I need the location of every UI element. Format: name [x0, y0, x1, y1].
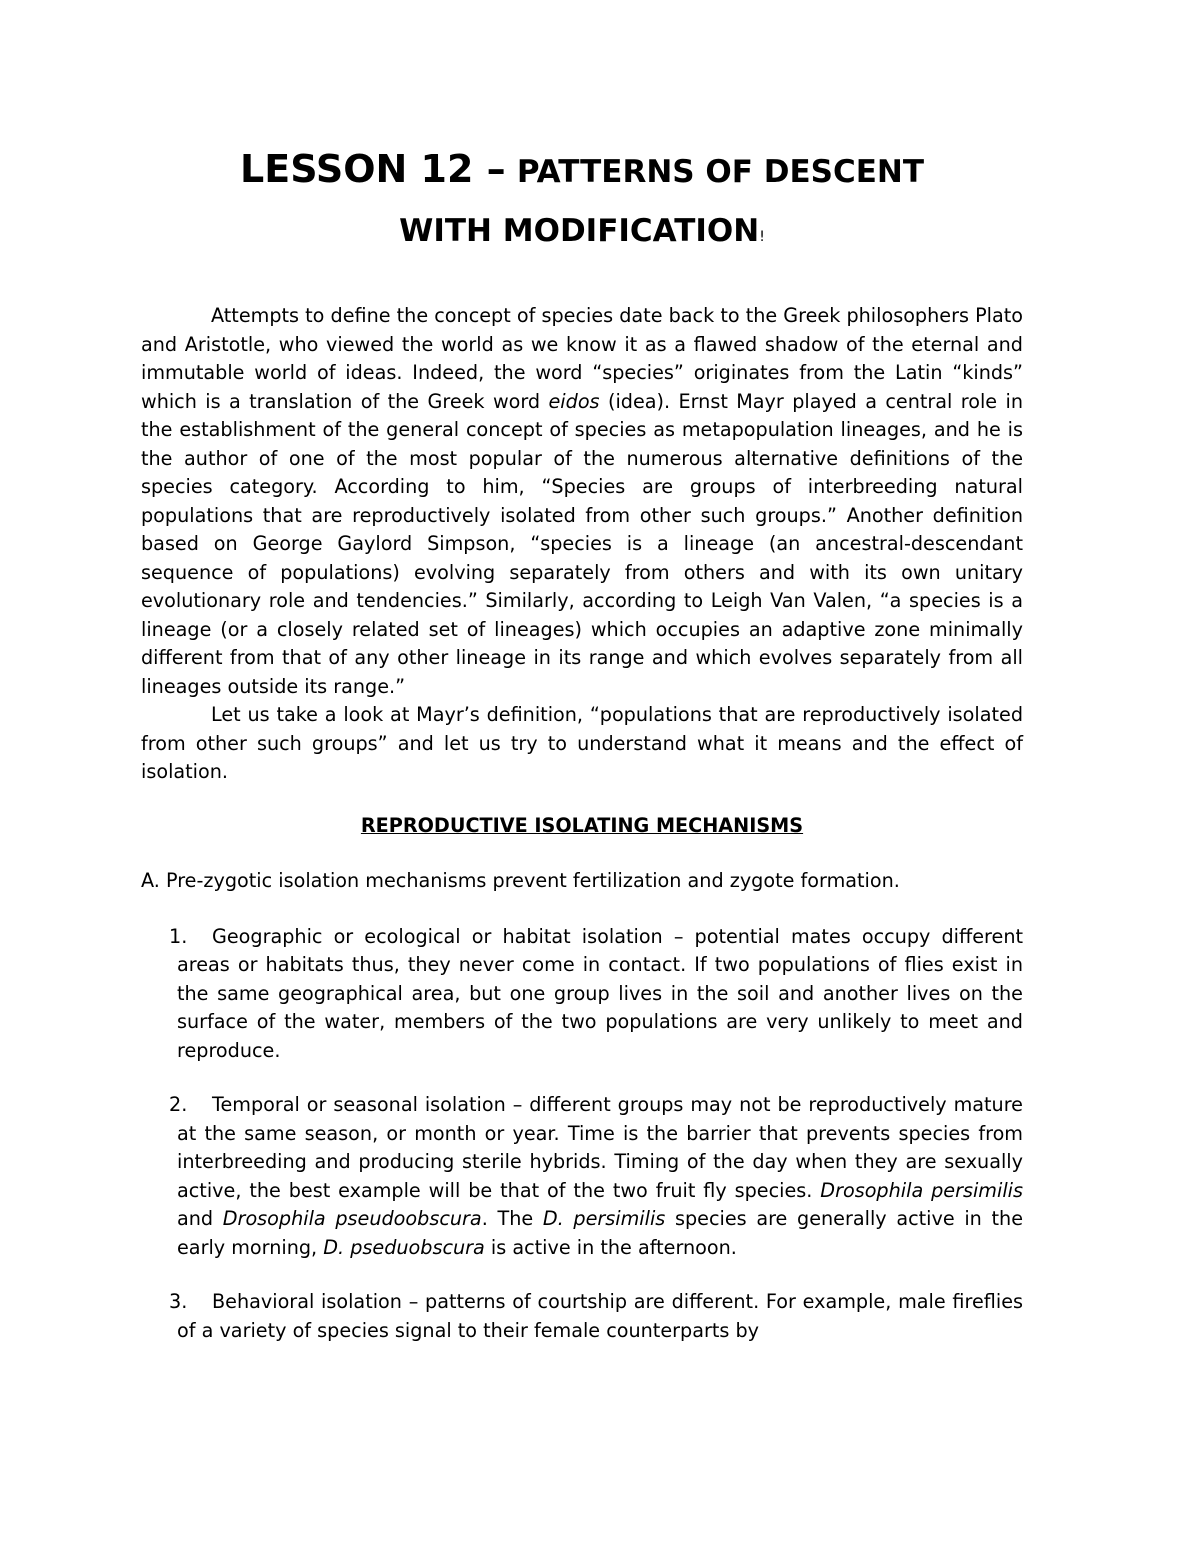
title-lesson-number: LESSON 12 –	[240, 147, 506, 191]
species-name-italic: D. pseduobscura	[323, 1235, 485, 1259]
document-page	[141, 140, 1023, 1371]
list-item-number: 3.	[169, 1290, 188, 1313]
intro-paragraph	[141, 302, 1023, 701]
title-topic-line2: WITH MODIFICATION	[399, 213, 760, 249]
list-item-text: . The	[481, 1207, 543, 1230]
list-item	[141, 923, 1023, 1066]
page-title	[141, 140, 1023, 266]
list-item-text: Geographic or ecological or habitat isolation – potential mates occupy different areas or habitats thus, they never come in contact. If two populations of flies exist in the same geographical area, but one group lives in the soil and another lives on the surface of the water, members of the two populations are very unlikely to meet and reproduce.	[177, 924, 1023, 1062]
isolation-list	[141, 923, 1023, 1346]
list-item-number: 2.	[169, 1093, 188, 1116]
title-topic-line1: PATTERNS OF DESCENT	[516, 154, 924, 190]
list-item	[141, 1091, 1023, 1262]
species-name-italic: Drosophila pseudoobscura	[222, 1207, 482, 1230]
list-item-text: Temporal or seasonal isolation – different groups may not be reproductively mature at the same season, or month or year. Time is the barrier that prevents species from interbreeding and producing sterile hybrids. Timing of the day when they are sexually active, the best example will be that of the two fruit fly species.	[177, 1093, 1023, 1202]
list-item-text: species are generally active in the early morning,	[177, 1207, 1023, 1259]
intro-italic-eidos: eidos	[548, 389, 600, 413]
list-item-text: is active in the afternoon.	[484, 1235, 737, 1259]
list-item	[141, 1288, 1023, 1345]
title-mark: !	[759, 229, 765, 245]
species-name-italic: Drosophila persimilis	[820, 1178, 1023, 1202]
intro-text-a: Attempts to define the concept of species date back to the Greek philosophers Plato and Aristotle, who viewed the world as we know it as a flawed shadow of the eternal and immutable world of ideas. Indeed, the word “species” originates from the Latin “kinds” which is a translation of the Greek word	[141, 304, 1023, 413]
list-item-text: and	[177, 1207, 223, 1230]
list-item-text: Behavioral isolation – patterns of courtship are different. For example, male fireflies of a variety of species signal to their female counterparts by	[177, 1290, 1023, 1342]
intro-text-b: (idea). Ernst Mayr played a central role in the establishment of the general concept of species as metapopulation lineages, and he is the author of one of the most popular of the numerous alternative definitions of the species category. According to him, “Species are groups of interbreeding natural populations that are reproductively isolated from other such groups.” Another definition based on George Gaylord Simpson, “species is a lineage (an ancestral-descendant sequence of populations) evolving separately from others and with its own unitary evolutionary role and tendencies.” Similarly, according to Leigh Van Valen, “a species is a lineage (or a closely related set of lineages) which occupies an adaptive zone minimally different from that of any other lineage in its range and which evolves separately from all lineages outside its range.”	[141, 389, 1023, 698]
list-item-number: 1.	[169, 924, 188, 948]
mayr-paragraph: Let us take a look at Mayr’s definition, “populations that are reproductively isolated from other such groups” and let us try to understand what it means and the effect of isolation.	[141, 703, 1023, 783]
section-heading: REPRODUCTIVE ISOLATING MECHANISMS	[360, 813, 804, 837]
prezygotic-lead: A. Pre-zygotic isolation mechanisms prevent fertilization and zygote formation.	[141, 869, 900, 892]
species-name-italic: D. persimilis	[542, 1207, 666, 1230]
